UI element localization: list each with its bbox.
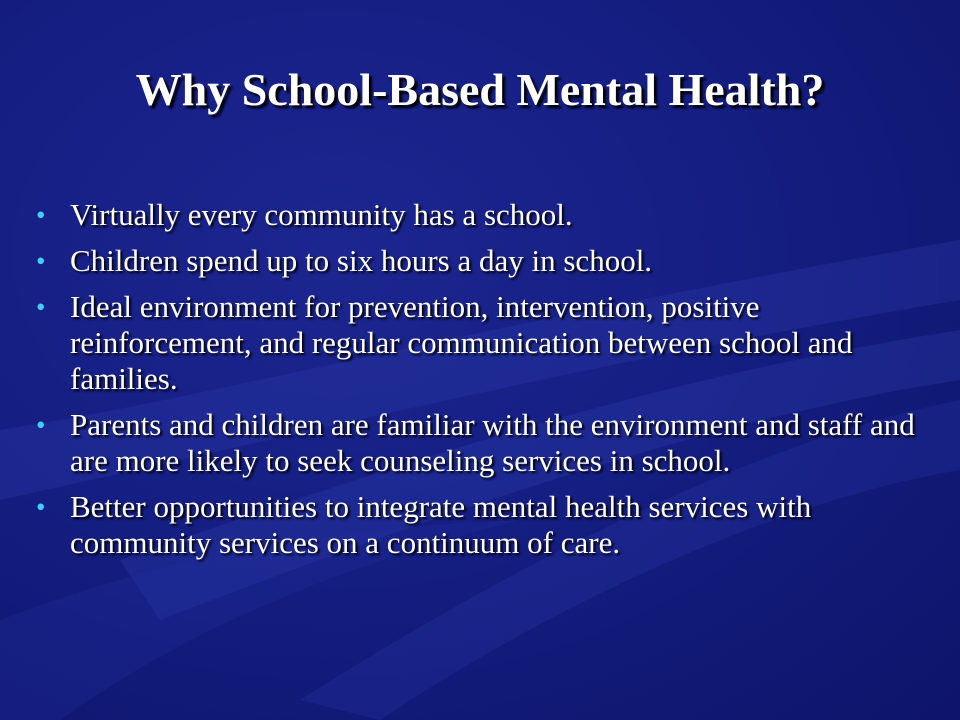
bullet-point-icon: • <box>36 200 46 230</box>
list-item <box>36 407 936 479</box>
list-item <box>36 197 936 233</box>
bullet-point-icon: • <box>36 246 46 276</box>
bullet-text: Ideal environment for prevention, intervention, positive reinforcement, and regular communication between school and families. <box>70 289 853 396</box>
bullet-text: Virtually every community has a school. <box>70 197 573 232</box>
bullet-list <box>36 197 936 571</box>
list-item <box>36 289 936 397</box>
bullet-text: Better opportunities to integrate mental health services with community services on a continuum of care. <box>70 489 812 560</box>
bullet-text: Children spend up to six hours a day in school. <box>70 243 653 278</box>
bullet-text: Parents and children are familiar with the environment and staff and are more likely to seek counseling services in school. <box>70 407 915 478</box>
list-item <box>36 489 936 561</box>
bullet-point-icon: • <box>36 292 46 322</box>
slide-title: Why School-Based Mental Health? <box>135 64 825 115</box>
list-item <box>36 243 936 279</box>
bullet-point-icon: • <box>36 492 46 522</box>
bullet-point-icon: • <box>36 410 46 440</box>
